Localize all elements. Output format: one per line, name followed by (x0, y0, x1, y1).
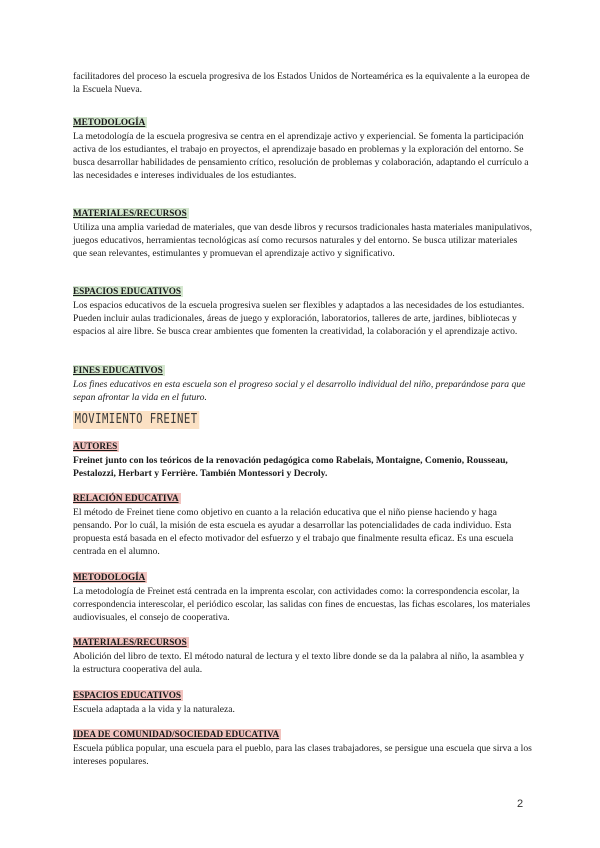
section-paragraph: Abolición del libro de texto. El método natural de lectura y el texto libre donde se da la palabra al niño, la asamblea y la estructura cooperativa del aula. (73, 651, 525, 675)
section-heading: IDEA DE COMUNIDAD/SOCIEDAD EDUCATIVA (73, 729, 280, 739)
freinet-title: MOVIMIENTO FREINET (74, 412, 198, 427)
progresiva-espacios-section (73, 281, 533, 338)
section-heading: ESPACIOS EDUCATIVOS (73, 286, 181, 296)
page-number: 2 (517, 798, 524, 810)
section-heading: MATERIALES/RECURSOS (73, 637, 187, 647)
section-paragraph: Freinet junto con los teóricos de la renovación pedagógica como Rabelais, Montaigne, Comenio, Rousseau, Pestalozzi, Herbart y Ferrière. También Montessori y Decroly. (73, 455, 508, 479)
section-paragraph: Los fines educativos en esta escuela son el progreso social y el desarrollo individual del niño, preparándose para que sepan afrontar la vida en el futuro. (73, 379, 526, 403)
progresiva-materiales-section (73, 203, 533, 260)
progresiva-metodologia-section (73, 112, 533, 182)
section-heading: ESPACIOS EDUCATIVOS (73, 690, 181, 700)
freinet-autores-section (73, 436, 533, 480)
intro-paragraph: facilitadores del proceso la escuela progresiva de los Estados Unidos de Norteamérica es la equivalente a la europea de la Escuela Nueva. (73, 71, 530, 95)
section-heading: METODOLOGÍA (73, 117, 146, 127)
section-heading: METODOLOGÍA (73, 572, 146, 582)
section-heading: MATERIALES/RECURSOS (73, 208, 187, 218)
section-paragraph: La metodología de Freinet está centrada en la imprenta escolar, con actividades como: la correspondencia escolar, la correspondencia interescolar, el periódico escolar, las salidas con fines de encuestas, las fichas escolares, los materiales audiovisuales, el consejo de cooperativa. (73, 586, 531, 623)
freinet-metodologia-section (73, 567, 533, 624)
progresiva-fines-section (73, 360, 533, 404)
section-paragraph: Escuela pública popular, una escuela para el pueblo, para las clases trabajadores, se persigue una escuela que sirva a los intereses populares. (73, 743, 532, 767)
section-paragraph: Utiliza una amplia variedad de materiales, que van desde libros y recursos tradicionales hasta materiales manipulativos, juegos educativos, herramientas tecnológicas así como recursos naturales y del entorno. Se busca utilizar materiales que sean relevantes, estimulantes y promuevan el aprendizaje activo y significativo. (73, 222, 533, 259)
section-paragraph: Escuela adaptada a la vida y la naturaleza. (73, 704, 235, 715)
section-heading: RELACIÓN EDUCATIVA (73, 493, 179, 503)
intro-section (73, 70, 533, 96)
section-heading: FINES EDUCATIVOS (73, 365, 163, 375)
section-paragraph: El método de Freinet tiene como objetivo en cuanto a la relación educativa que el niño piense haciendo y haga pensando. Por lo cuál, la misión de esta escuela es ayudar a desarrollar las potencialidades de cada individuo. Esta propuesta está basada en el efecto motivador del esfuerzo y el trabajo que finalmente resulta eficaz. Es una escuela centrada en el alumno. (73, 507, 514, 557)
freinet-materiales-section (73, 632, 533, 676)
freinet-comunidad-section (73, 724, 533, 768)
section-paragraph: La metodología de la escuela progresiva se centra en el aprendizaje activo y experiencial. Se fomenta la participación activa de los estudiantes, el trabajo en proyectos, el aprendizaje basado en problemas y la exploración del entorno. Se busca desarrollar habilidades de pensamiento crítico, resolución de problemas y colaboración, adaptando el currículo a las necesidades e intereses individuales de los estudiantes. (73, 131, 529, 181)
section-paragraph: Los espacios educativos de la escuela progresiva suelen ser flexibles y adaptados a las necesidades de los estudiantes. Pueden incluir aulas tradicionales, áreas de juego y exploración, laboratorios, talleres de arte, jardines, bibliotecas y espacios al aire libre. Se busca crear ambientes que fomenten la creatividad, la colaboración y el aprendizaje activo. (73, 300, 525, 337)
section-heading: AUTORES (73, 441, 118, 451)
freinet-espacios-section (73, 685, 533, 716)
freinet-relacion-section (73, 488, 533, 558)
